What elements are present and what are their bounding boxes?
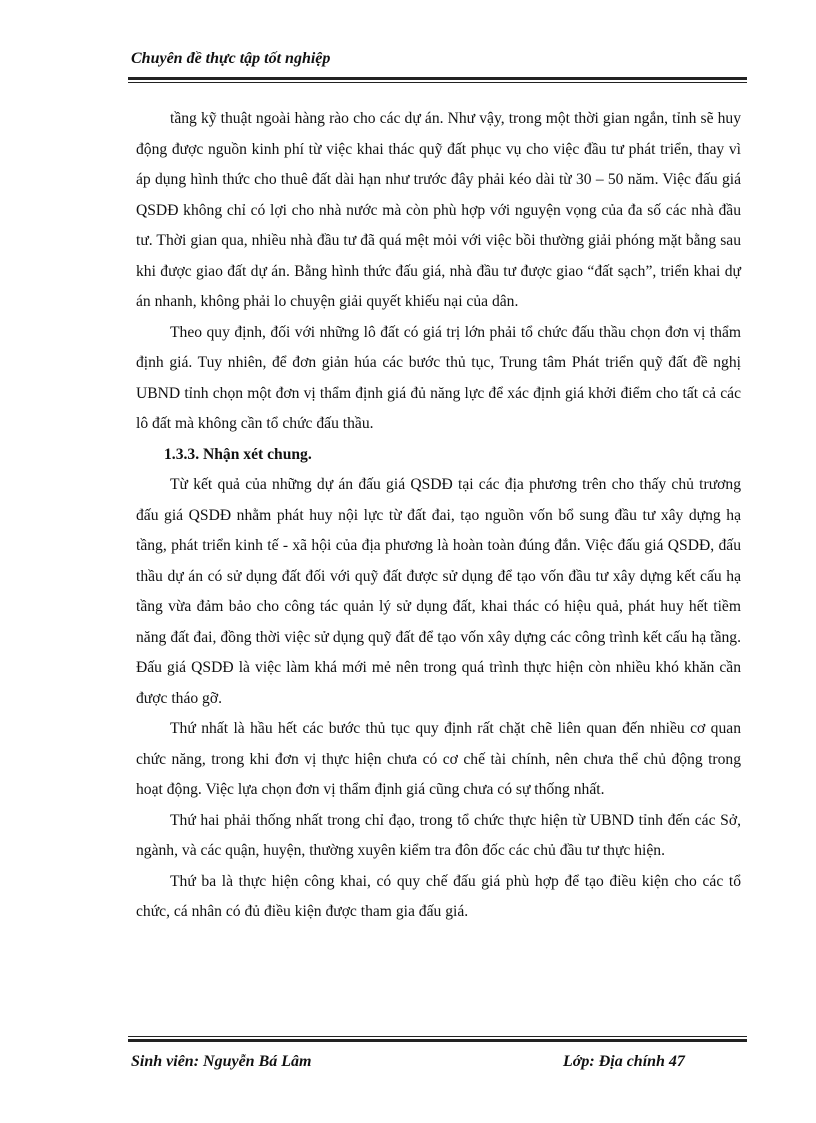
paragraph-1: tầng kỹ thuật ngoài hàng rào cho các dự án. Như vậy, trong một thời gian ngắn, tỉnh sẽ huy động được nguồn kinh phí từ việc khai thác quỹ đất phục vụ cho việc đầu tư phát triển, thay vì áp dụng hình thức cho thuê đất dài hạn như trước đây phải kéo dài từ 30 – 50 năm. Việc đấu giá QSDĐ không chỉ có lợi cho nhà nước mà còn phù hợp với nguyện vọng của đa số các nhà đầu tư. Thời gian qua, nhiều nhà đầu tư đã quá mệt mỏi với việc bồi thường giải phóng mặt bằng sau khi được giao đất dự án. Bằng hình thức đấu giá, nhà đầu tư được giao “đất sạch”, triển khai dự án nhanh, không phải lo chuyện giải quyết khiếu nại của dân.	[136, 110, 741, 310]
class-name: Lớp: Địa chính 47	[563, 1053, 685, 1070]
student-name: Sinh viên: Nguyễn Bá Lâm	[131, 1053, 312, 1070]
section-heading: 1.3.3. Nhận xét chung.	[164, 445, 312, 463]
footer-rule-thick	[128, 1039, 747, 1042]
paragraph-4: Thứ nhất là hầu hết các bước thủ tục quy định rất chặt chẽ liên quan đến nhiều cơ quan chức năng, trong khi đơn vị thực hiện chưa có cơ chế tài chính, nên chưa thể chủ động trong hoạt động. Việc lựa chọn đơn vị thẩm định giá cũng chưa có sự thống nhất.	[136, 720, 741, 798]
body-text	[136, 104, 741, 928]
document-title: Chuyên đề thực tập tốt nghiệp	[131, 50, 331, 67]
paragraph-2: Theo quy định, đối với những lô đất có giá trị lớn phải tổ chức đấu thầu chọn đơn vị thẩm định giá. Tuy nhiên, để đơn giản húa các bước thủ tục, Trung tâm Phát triển quỹ đất đề nghị UBND tỉnh chọn một đơn vị thẩm định giá đủ năng lực để xác định giá khởi điểm cho tất cả các lô đất mà không cần tổ chức đấu thầu.	[136, 323, 741, 432]
paragraph-5: Thứ hai phải thống nhất trong chỉ đạo, trong tổ chức thực hiện từ UBND tỉnh đến các Sở, ngành, và các quận, huyện, thường xuyên kiểm tra đôn đốc các chủ đầu tư thực hiện.	[136, 811, 741, 859]
paragraph-3: Từ kết quả của những dự án đấu giá QSDĐ tại các địa phương trên cho thấy chủ trương đấu giá QSDĐ nhằm phát huy nội lực từ đất đai, tạo nguồn vốn bổ sung đầu tư xây dựng hạ tầng, phát triển kinh tế - xã hội của địa phương là hoàn toàn đúng đắn. Việc đấu giá QSDĐ, đấu thầu dự án có sử dụng đất đối với quỹ đất được sử dụng để tạo vốn đầu tư xây dựng kết cấu hạ tầng vừa đảm bảo cho công tác quản lý sử dụng đất, khai thác có hiệu quả, phát huy hết tiềm năng đất đai, đồng thời việc sử dụng quỹ đất để tạo vốn xây dựng các công trình kết cấu hạ tầng. Đấu giá QSDĐ là việc làm khá mới mẻ nên trong quá trình thực hiện còn nhiều khó khăn cần được tháo gỡ.	[136, 476, 741, 707]
paragraph-6: Thứ ba là thực hiện công khai, có quy chế đấu giá phù hợp để tạo điều kiện cho các tổ chức, cá nhân có đủ điều kiện được tham gia đấu giá.	[136, 872, 741, 920]
footer-rule-thin	[128, 1036, 747, 1037]
header-rule-thick	[128, 77, 747, 80]
header-rule-thin	[128, 82, 747, 83]
